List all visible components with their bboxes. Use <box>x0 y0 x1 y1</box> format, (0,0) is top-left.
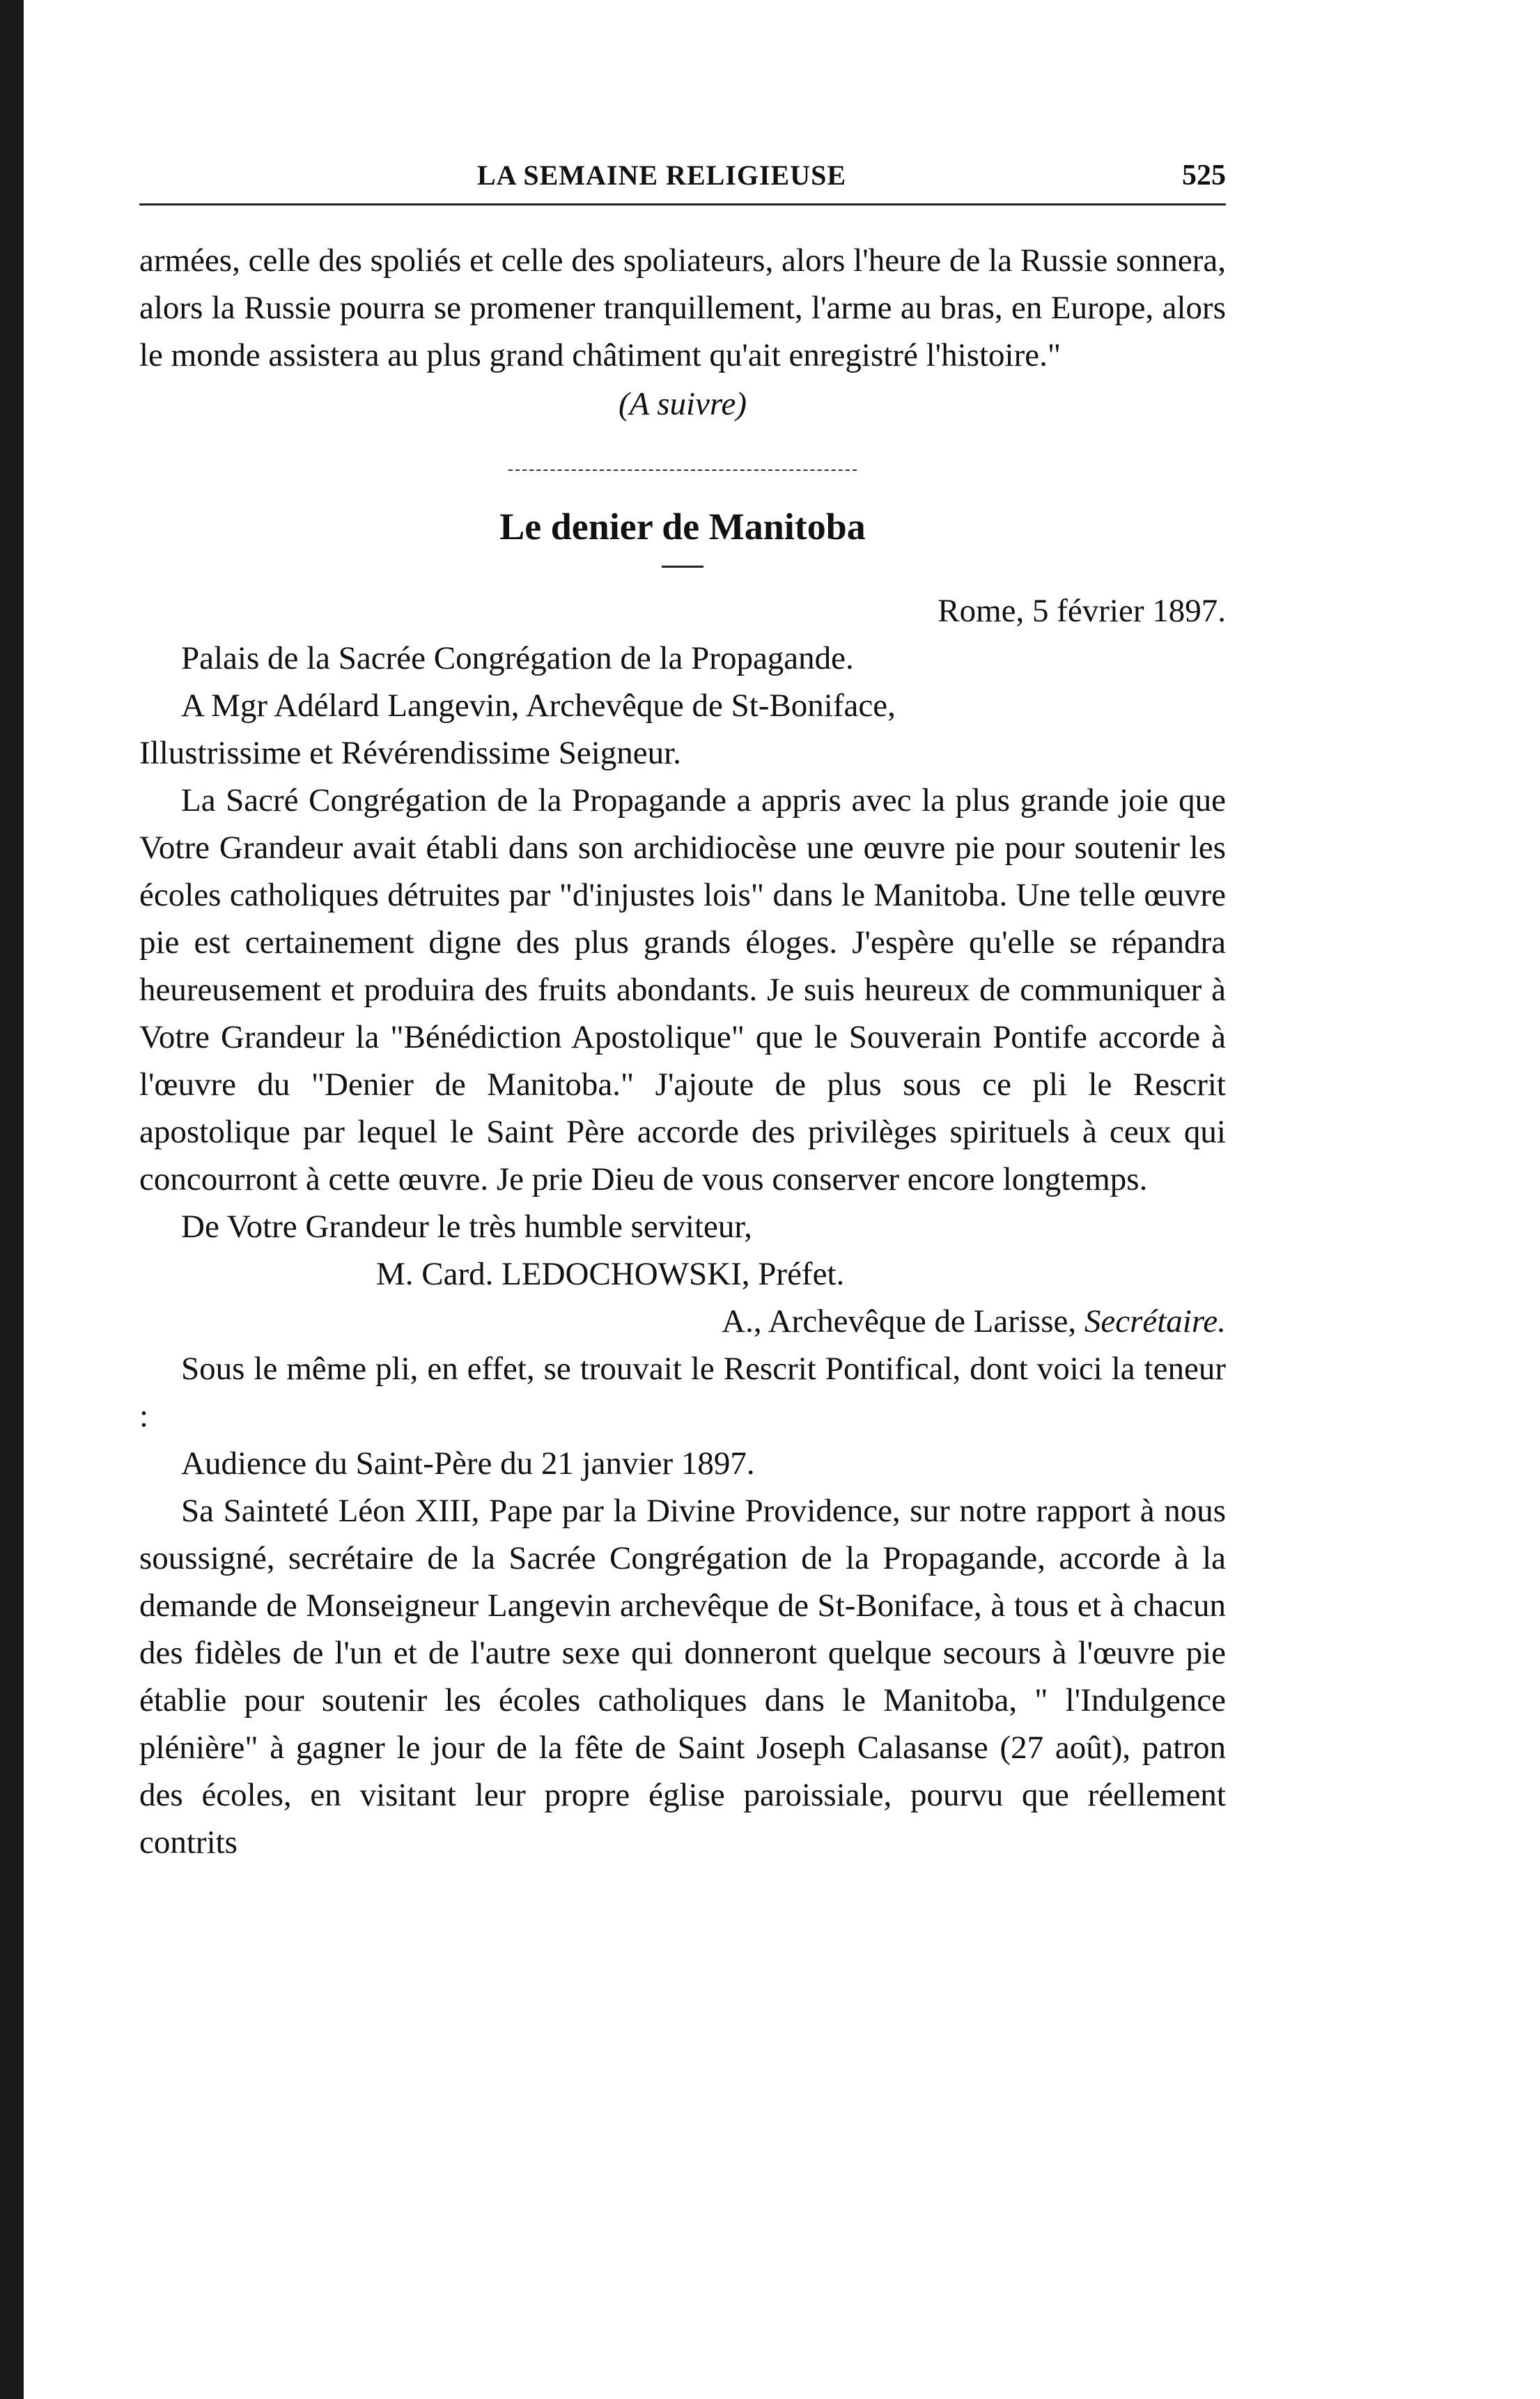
signature-secretary-name: A., Archevêque de Larisse, <box>722 1303 1077 1340</box>
header-rule <box>139 203 1226 205</box>
sous-pli-paragraph: Sous le même pli, en effet, se trouvait le Rescrit Pontifical, dont voici la teneur : <box>139 1351 1226 1434</box>
title-rule <box>662 566 703 568</box>
paragraph-continuation: armées, celle des spoliés et celle des spoliateurs, alors l'heure de la Russie sonnera, alors la Russie pourra se promener tranquillement, l'arme au bras, en Europe, alors le monde assistera au plus grand châtiment qu'ait enregistré l'histoire." <box>139 242 1226 373</box>
palais-line: Palais de la Sacrée Congrégation de la Propagande. <box>181 640 854 676</box>
dateline: Rome, 5 février 1897. <box>938 593 1226 629</box>
letter-body: La Sacré Congrégation de la Propagande a appris avec la plus grande joie que Votre Grandeur avait établi dans son archidiocèse une œuvre pie pour soutenir les écoles catholiques détruites par "d'injustes lois" dans le Manitoba. Une telle œuvre pie est certainement digne des plus grands éloges. J'espère qu'elle se répandra heureusement et produira des fruits abondants. Je suis heureux de communiquer à Votre Grandeur la "Bénédiction Apostolique" que le Souverain Pontife accorde à l'œuvre du "Denier de Manitoba." J'ajoute de plus sous ce pli le Rescrit apostolique par lequel le Saint Père accorde des privilèges spirituels à ceux qui concourront à cette œuvre. Je prie Dieu de vous conserver encore longtemps. <box>139 782 1226 1197</box>
section-title: Le denier de Manitoba <box>499 506 866 548</box>
signature-secretary <box>139 1298 1226 1345</box>
salutation: Illustrissime et Révérendissime Seigneur. <box>139 735 681 771</box>
audience-line: Audience du Saint-Père du 21 janvier 1897. <box>181 1445 755 1482</box>
running-header <box>139 159 1226 201</box>
document-page <box>139 0 1226 2399</box>
signature-secretary-role: Secrétaire. <box>1084 1303 1226 1340</box>
addressee-line: A Mgr Adélard Langevin, Archevêque de St-Boniface, <box>181 688 896 724</box>
scan-left-edge <box>0 0 24 2399</box>
section-separator <box>508 469 857 471</box>
page-number: 525 <box>1182 160 1226 192</box>
a-suivre: (A suivre) <box>618 386 747 422</box>
signature-prefect: M. Card. LEDOCHOWSKI, Préfet. <box>376 1256 845 1292</box>
text-block <box>139 237 1226 1866</box>
closing-line: De Votre Grandeur le très humble serviteur, <box>181 1209 752 1245</box>
rescrit-paragraph: Sa Sainteté Léon XIII, Pape par la Divine Providence, sur notre rapport à nous soussigné, secrétaire de la Sacrée Congrégation de la Propagande, accorde à la demande de Monseigneur Langevin archevêque de St-Boniface, à tous et à chacun des fidèles de l'un et de l'autre sexe qui donneront quelque secours à l'œuvre pie établie pour soutenir les écoles catholiques dans le Manitoba, " l'Indulgence plénière" à gagner le jour de la fête de Saint Joseph Calasanse (27 août), patron des écoles, en visitant leur propre église paroissiale, pourvu que réellement contrits <box>139 1493 1226 1861</box>
running-title: LA SEMAINE RELIGIEUSE <box>477 160 847 191</box>
